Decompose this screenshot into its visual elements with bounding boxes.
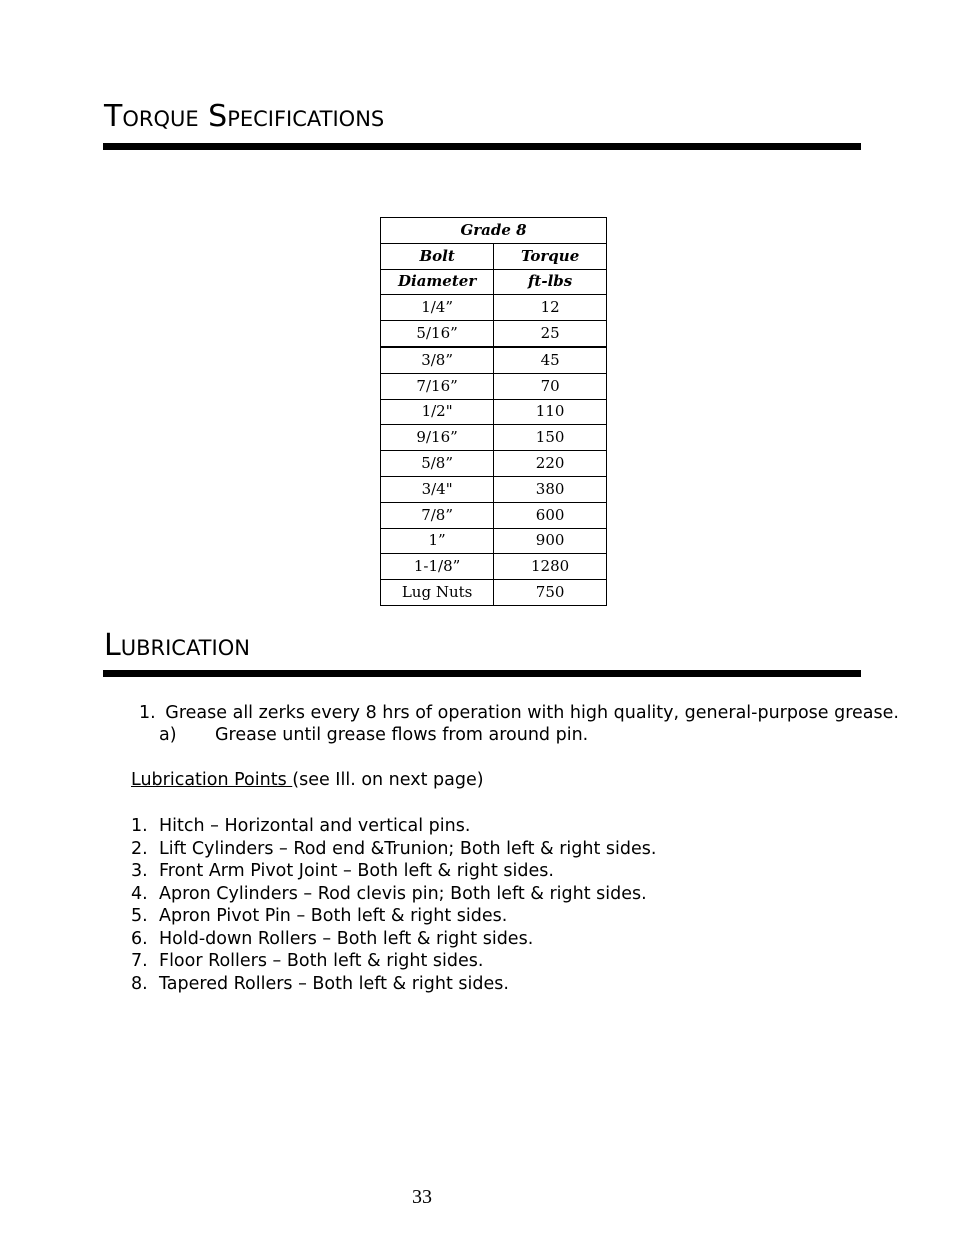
list-item-number: 8. <box>131 973 148 994</box>
list-item-number: 6. <box>131 928 148 949</box>
header-torque: Torque <box>494 243 607 269</box>
lubrication-heading-rule <box>103 670 861 677</box>
list-item-text: Tapered Rollers – Both left & right sides. <box>159 973 509 994</box>
grease-substep-text: Grease until grease flows from around pin. <box>215 725 589 745</box>
list-item-text: Apron Pivot Pin – Both left & right sides. <box>159 906 508 926</box>
bolt-diameter: 1/2" <box>381 399 494 425</box>
list-item <box>131 905 656 928</box>
bolt-diameter: 1” <box>381 528 494 554</box>
bolt-diameter: 3/4" <box>381 476 494 502</box>
table-row <box>381 399 607 425</box>
torque-value: 900 <box>494 528 607 554</box>
table-row <box>381 373 607 399</box>
list-item-number: 7. <box>131 951 148 971</box>
lubrication-points-note: (see Ill. on next page) <box>292 770 484 790</box>
list-item-text: Floor Rollers – Both left & right sides. <box>159 951 484 971</box>
lubrication-points-list <box>131 815 656 995</box>
grease-step <box>139 705 899 723</box>
list-item-text: Hold-down Rollers – Both left & right sides. <box>159 928 534 949</box>
list-item <box>131 928 656 951</box>
list-item <box>131 883 656 906</box>
table-row <box>381 476 607 502</box>
lubrication-points-line <box>131 772 484 790</box>
bolt-diameter: Lug Nuts <box>381 580 494 606</box>
torque-heading-rule <box>103 143 861 150</box>
bolt-diameter: 5/8” <box>381 451 494 477</box>
torque-value: 110 <box>494 399 607 425</box>
torque-value: 1280 <box>494 554 607 580</box>
bolt-diameter: 1-1/8” <box>381 554 494 580</box>
torque-value: 220 <box>494 451 607 477</box>
torque-value: 45 <box>494 347 607 373</box>
list-item-number: 5. <box>131 906 148 926</box>
table-row <box>381 502 607 528</box>
lubrication-points-link[interactable]: Lubrication Points <box>131 770 293 790</box>
torque-value: 600 <box>494 502 607 528</box>
table-row <box>381 554 607 580</box>
list-item <box>131 815 656 838</box>
list-item-number: 2. <box>131 838 148 859</box>
header-row-2 <box>381 269 607 295</box>
bolt-diameter: 1/4” <box>381 295 494 321</box>
page-number: 33 <box>412 1186 432 1208</box>
table-row <box>381 580 607 606</box>
table-row <box>381 425 607 451</box>
list-item <box>131 860 656 883</box>
list-item-text: Hitch – Horizontal and vertical pins. <box>159 816 471 836</box>
table-row <box>381 347 607 373</box>
bolt-diameter: 7/8” <box>381 502 494 528</box>
table-row <box>381 451 607 477</box>
header-ftlbs: ft-lbs <box>494 269 607 295</box>
torque-value: 150 <box>494 425 607 451</box>
list-item-number: 1. <box>131 816 148 836</box>
grease-step-text: Grease all zerks every 8 hrs of operation with high quality, general-purpose grease. <box>165 703 899 723</box>
grease-substep-label: a) <box>159 725 177 745</box>
list-item <box>131 950 656 973</box>
grease-step-number: 1. <box>139 703 156 723</box>
grease-substep <box>159 727 177 745</box>
grade-label: Grade 8 <box>381 218 607 244</box>
bolt-diameter: 3/8” <box>381 347 494 373</box>
torque-specifications-heading: Torque Specifications <box>104 99 385 134</box>
torque-value: 25 <box>494 321 607 347</box>
list-item-number: 3. <box>131 861 148 881</box>
table-row <box>381 528 607 554</box>
table-row <box>381 321 607 347</box>
header-row-1 <box>381 243 607 269</box>
torque-value: 12 <box>494 295 607 321</box>
grade-row <box>381 218 607 244</box>
torque-table <box>380 217 607 606</box>
lubrication-heading: Lubrication <box>104 628 250 663</box>
bolt-diameter: 9/16” <box>381 425 494 451</box>
list-item-text: Apron Cylinders – Rod clevis pin; Both left & right sides. <box>159 883 647 904</box>
torque-value: 380 <box>494 476 607 502</box>
bolt-diameter: 5/16” <box>381 321 494 347</box>
header-bolt: Bolt <box>381 243 494 269</box>
list-item <box>131 838 656 861</box>
list-item-number: 4. <box>131 883 148 904</box>
list-item <box>131 973 656 996</box>
table-row <box>381 295 607 321</box>
list-item-text: Front Arm Pivot Joint – Both left & right sides. <box>159 861 554 881</box>
torque-value: 70 <box>494 373 607 399</box>
bolt-diameter: 7/16” <box>381 373 494 399</box>
torque-value: 750 <box>494 580 607 606</box>
header-diameter: Diameter <box>381 269 494 295</box>
list-item-text: Lift Cylinders – Rod end &Trunion; Both left & right sides. <box>159 838 657 859</box>
